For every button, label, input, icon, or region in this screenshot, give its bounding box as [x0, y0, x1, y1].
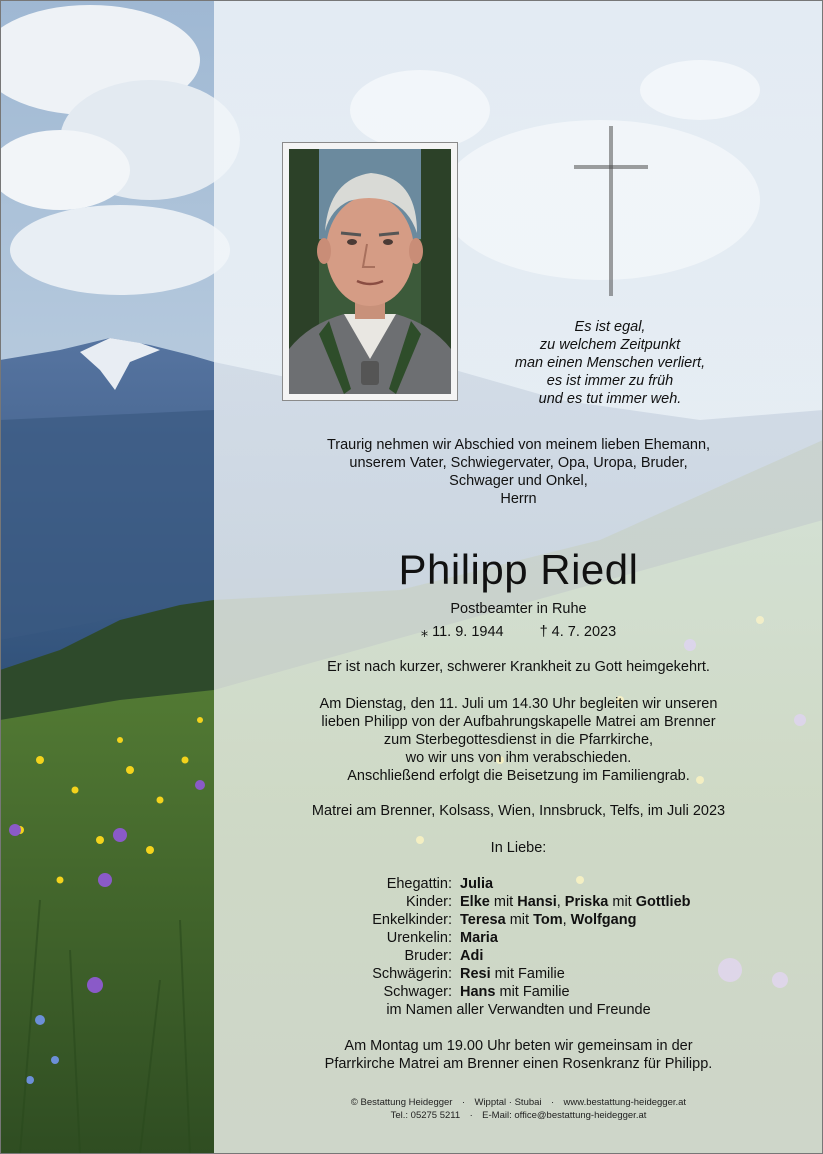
- family-member-name: Wolfgang: [570, 912, 637, 928]
- life-dates: [214, 623, 823, 641]
- ceremony-line: Am Dienstag, den 11. Juli um 14.30 Uhr begleiten wir unseren: [319, 696, 718, 712]
- family-members: [460, 911, 636, 929]
- footer-credits: [214, 1096, 823, 1122]
- intro-line: Traurig nehmen wir Abschied von meinem lieben Ehemann,: [326, 437, 711, 453]
- poem-line: und es tut immer weh.: [538, 391, 682, 407]
- family-row: [214, 965, 823, 983]
- family-all-relatives: im Namen aller Verwandten und Freunde: [386, 1002, 651, 1018]
- family-relation: Schwager:: [383, 984, 452, 1000]
- poem-line: man einen Menschen verliert,: [514, 355, 706, 371]
- cross-icon: [574, 124, 648, 298]
- family-members: [460, 983, 570, 1001]
- portrait-photo-frame: [282, 142, 458, 401]
- family-connector: mit: [489, 894, 518, 910]
- ceremony-line: Anschließend erfolgt die Beisetzung im Familiengrab.: [347, 768, 690, 784]
- family-members: [460, 947, 483, 965]
- death-message: Er ist nach kurzer, schwerer Krankheit zu Gott heimgekehrt.: [327, 659, 710, 675]
- family-member-name: Resi: [460, 966, 491, 982]
- family-list: [214, 875, 823, 1019]
- intro-line: Herrn: [500, 491, 537, 507]
- poem-line: zu welchem Zeitpunkt: [539, 337, 681, 353]
- family-member-name: Gottlieb: [635, 894, 691, 910]
- poem-line: es ist immer zu früh: [546, 373, 674, 389]
- family-relation: Urenkelin:: [386, 930, 452, 946]
- family-members: [460, 929, 498, 947]
- rosary-line: Pfarrkirche Matrei am Brenner einen Rosenkranz für Philipp.: [324, 1056, 713, 1072]
- family-member-name: Priska: [564, 894, 609, 910]
- places-date: Matrei am Brenner, Kolsass, Wien, Innsbruck, Telfs, im Juli 2023: [311, 803, 726, 819]
- family-row: [214, 929, 823, 947]
- footer-email[interactable]: E-Mail: office@bestattung-heidegger.at: [482, 1110, 647, 1121]
- intro-text: [214, 436, 823, 508]
- death-date: † 4. 7. 2023: [539, 624, 617, 640]
- occupation: Postbeamter in Ruhe: [450, 601, 587, 617]
- memorial-poem: [474, 318, 746, 408]
- footer-line-1: © Bestattung Heidegger · Wipptal · Stubai · www.bestattung-heidegger.at: [350, 1097, 687, 1108]
- ceremony-line: zum Sterbegottesdienst in die Pfarrkirche,: [383, 732, 654, 748]
- deceased-name: Philipp Riedl: [398, 546, 639, 593]
- in-love-heading: In Liebe:: [490, 840, 547, 856]
- ceremony-line: wo wir uns von ihm verabschieden.: [405, 750, 632, 766]
- ceremony-line: lieben Philipp von der Aufbahrungskapelle Matrei am Brenner: [321, 714, 716, 730]
- family-relation: Enkelkinder:: [372, 912, 452, 928]
- rosary-announcement: [214, 1037, 823, 1073]
- family-member-name: Elke: [460, 894, 490, 910]
- portrait-photo: [289, 149, 451, 394]
- rosary-line: Am Montag um 19.00 Uhr beten wir gemeinsam in der: [344, 1038, 693, 1054]
- family-connector: mit Familie: [495, 984, 570, 1000]
- family-member-name: Tom: [533, 912, 563, 928]
- family-connector: mit Familie: [490, 966, 565, 982]
- family-relation: Ehegattin:: [386, 876, 452, 892]
- family-member-name: Hansi: [517, 894, 557, 910]
- family-row: [214, 911, 823, 929]
- family-members: [460, 875, 493, 893]
- funeral-details: [214, 695, 823, 785]
- family-relation: Schwägerin:: [372, 966, 452, 982]
- intro-line: unserem Vater, Schwiegervater, Opa, Uropa, Bruder,: [349, 455, 688, 471]
- footer-line-2: Tel.: 05275 5211 · E-Mail: office@bestattung-heidegger.at: [390, 1110, 647, 1121]
- birth-date: ⁎ 11. 9. 1944: [420, 624, 504, 640]
- poem-line: Es ist egal,: [574, 319, 646, 335]
- footer-phone: Tel.: 05275 5211: [390, 1110, 461, 1121]
- family-connector: ,: [562, 912, 571, 928]
- intro-line: Schwager und Onkel,: [449, 473, 588, 489]
- family-member-name: Hans: [460, 984, 496, 1000]
- family-row: [214, 947, 823, 965]
- family-member-name: Teresa: [460, 912, 506, 928]
- family-row: [214, 875, 823, 893]
- obituary-content: [214, 0, 823, 1154]
- footer-website[interactable]: www.bestattung-heidegger.at: [563, 1097, 687, 1108]
- family-connector: ,: [556, 894, 565, 910]
- family-connector: mit: [608, 894, 636, 910]
- family-relation: Kinder:: [406, 894, 452, 910]
- family-members: [460, 965, 565, 983]
- family-row: [214, 983, 823, 1001]
- family-members: [460, 893, 691, 911]
- family-member-name: Adi: [460, 948, 484, 964]
- family-member-name: Maria: [460, 930, 498, 946]
- footer-company: © Bestattung Heidegger: [350, 1097, 453, 1108]
- family-row: [214, 893, 823, 911]
- footer-region: Wipptal · Stubai: [474, 1097, 542, 1108]
- family-member-name: Julia: [460, 876, 494, 892]
- family-relation: Bruder:: [404, 948, 452, 964]
- family-connector: mit: [505, 912, 534, 928]
